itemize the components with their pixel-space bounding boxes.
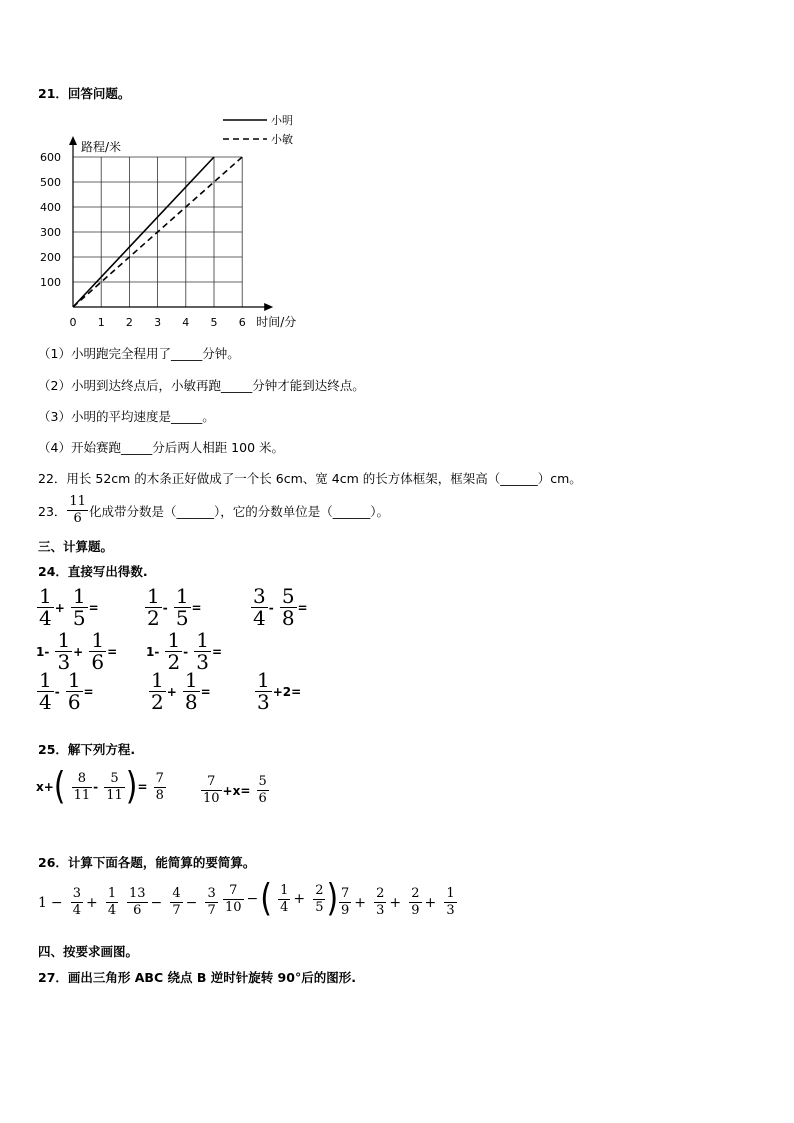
- q22: 22．用长 52cm 的木条正好做成了一个长 6cm、宽 4cm 的长方体框架，框架高（______）cm。: [38, 471, 582, 486]
- section-3-heading: 三、计算题。: [38, 539, 114, 554]
- y-tick-label: 100: [40, 276, 61, 289]
- q26-expr-4: $\frac{7}{9}$ + $\frac{2}{3}$ + $\frac{2}{9}$ + $\frac{1}{3}$: [341, 886, 455, 918]
- x-axis-label: 时间/分: [256, 315, 297, 329]
- q21-sub2: （2）小明到达终点后，小敏再跑_____分钟才能到达终点。: [38, 378, 365, 393]
- y-axis-arrow: [69, 136, 77, 145]
- q27: 27．画出三角形 ABC 绕点 B 逆时针旋转 90°后的图形.: [38, 970, 356, 985]
- q24-expr-8: $\frac{1}{3}$ +2=: [257, 668, 302, 714]
- y-tick-label: 200: [40, 251, 61, 264]
- legend-label: 小明: [271, 114, 293, 127]
- q24-expr-1: $\frac{1}{4}$ + $\frac{1}{5}$ =: [39, 584, 99, 630]
- x-axis-arrow: [264, 303, 273, 311]
- q23: [38, 494, 389, 527]
- q24-expr-4: 1- $\frac{1}{3}$ + $\frac{1}{6}$ =: [36, 628, 118, 674]
- y-tick-label: 600: [40, 151, 61, 164]
- q26-expr-3: $\frac{7}{10}$ −( $\frac{1}{4}$ + $\frac{2}{5}$ ): [225, 876, 339, 921]
- q23-text: 化成带分数是（______），它的分数单位是（______）。: [88, 503, 389, 519]
- q24-expr-3: $\frac{3}{4}$ - $\frac{5}{8}$ =: [253, 584, 308, 630]
- chart-ticks: [40, 151, 246, 329]
- fraction-numerator: 11: [69, 494, 86, 509]
- x-tick-label: 0: [69, 316, 77, 329]
- q24-title: 24．直接写出得数.: [38, 564, 148, 579]
- x-tick-label: 4: [182, 316, 190, 329]
- q26-expr-1: 1 − $\frac{3}{4}$ + $\frac{1}{4}$: [38, 886, 117, 918]
- x-tick-label: 3: [154, 316, 162, 329]
- q26-title: 26．计算下面各题，能简算的要简算。: [38, 855, 256, 870]
- q24-expr-5: 1- $\frac{1}{2}$ - $\frac{1}{3}$ =: [146, 628, 223, 674]
- y-axis-label: 路程/米: [81, 140, 122, 154]
- q25-equation-2: $\frac{7}{10}$ +x= $\frac{5}{6}$: [203, 774, 267, 806]
- q25-equation-1: x+( $\frac{8}{11}$ - $\frac{5}{11}$ )= $\frac{7}{8}$: [36, 764, 164, 809]
- q21-title: 21．回答问题。: [38, 86, 131, 101]
- q25-title: 25．解下列方程.: [38, 742, 136, 757]
- legend-label: 小敏: [271, 133, 293, 146]
- y-tick-label: 400: [40, 201, 61, 214]
- fraction-denominator: 6: [73, 511, 82, 526]
- chart-legend: [223, 113, 293, 146]
- q24-expr-6: $\frac{1}{4}$ - $\frac{1}{6}$ =: [39, 668, 94, 714]
- q24-expr-7: $\frac{1}{2}$ + $\frac{1}{8}$ =: [151, 668, 211, 714]
- x-tick-label: 1: [97, 316, 105, 329]
- y-tick-label: 300: [40, 226, 61, 239]
- x-tick-label: 6: [238, 316, 246, 329]
- q23-label: 23．: [38, 503, 67, 519]
- q21-sub4: （4）开始赛跑_____分后两人相距 100 米。: [38, 440, 285, 455]
- x-tick-label: 5: [210, 316, 218, 329]
- q24-expr-2: $\frac{1}{2}$ - $\frac{1}{5}$ =: [147, 584, 202, 630]
- q21-sub1: （1）小明跑完全程用了_____分钟。: [38, 346, 240, 361]
- x-tick-label: 2: [125, 316, 133, 329]
- q21-chart: [30, 108, 320, 333]
- section-4-heading: 四、按要求画图。: [38, 944, 139, 959]
- y-tick-label: 500: [40, 176, 61, 189]
- q21-sub3: （3）小明的平均速度是_____。: [38, 409, 215, 424]
- q26-expr-2: $\frac{13}{6}$ − $\frac{4}{7}$ − $\frac{3}{7}$: [129, 886, 216, 918]
- q23-fraction: [67, 494, 88, 527]
